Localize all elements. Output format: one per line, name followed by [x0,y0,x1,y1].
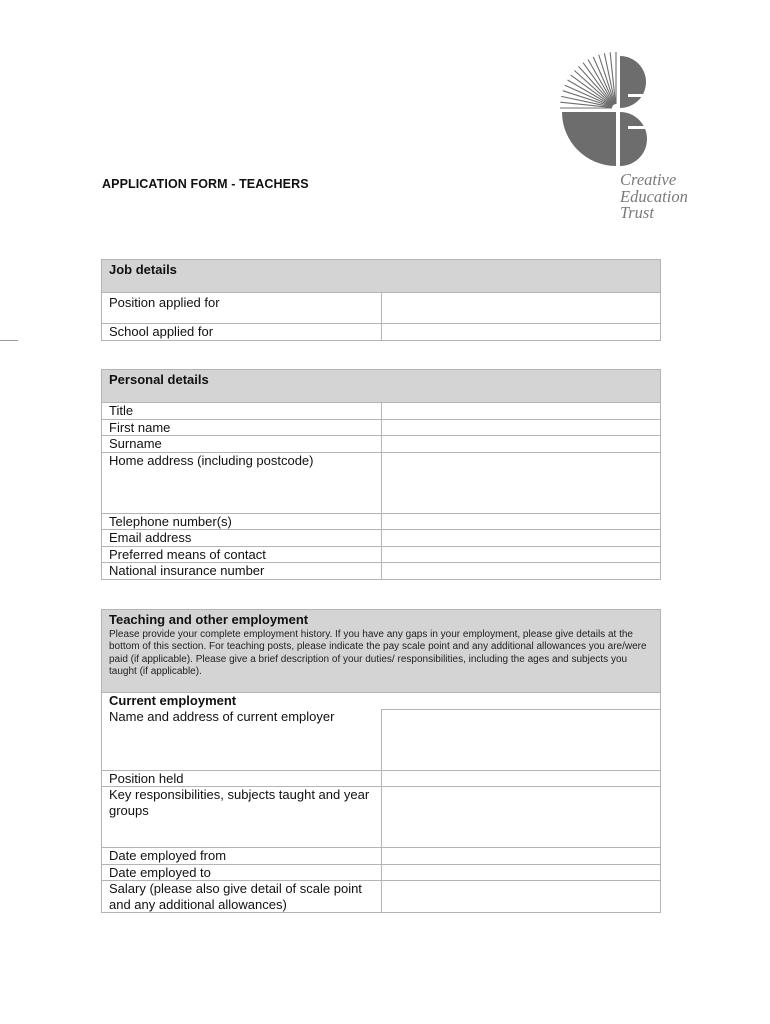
first-name-input[interactable] [381,419,661,436]
job-details-heading: Job details [102,260,661,293]
national-insurance-input[interactable] [381,563,661,580]
email-label: Email address [102,530,382,547]
home-address-input[interactable] [381,452,661,513]
first-name-label: First name [102,419,382,436]
logo-wordmark [620,172,688,222]
salary-input[interactable] [381,881,661,913]
margin-mark [0,340,18,341]
employment-instructions: Please provide your complete employment history. If you have any gaps in your employment, please give details at the bottom of this section. For teaching posts, please indicate the pay scale point and any additional allowances you are/were paid (if applicable). Please give a brief description of your duties/ responsibilities, including the ages and subjects you taught (if applicable). [109,628,647,677]
title-input[interactable] [381,403,661,420]
national-insurance-label: National insurance number [102,563,382,580]
date-employed-to-label: Date employed to [102,864,382,881]
preferred-contact-input[interactable] [381,546,661,563]
current-employment-heading: Current employment [102,693,661,710]
job-details-table [101,259,661,341]
key-responsibilities-label: Key responsibilities, subjects taught and year groups [102,787,382,848]
position-held-label: Position held [102,770,382,787]
salary-label: Salary (please also give detail of scale point and any additional allowances) [102,881,382,913]
creative-education-trust-logo-icon [558,52,658,166]
key-responsibilities-input[interactable] [381,787,661,848]
school-applied-input[interactable] [381,324,661,341]
employment-heading-cell [102,610,661,693]
employment-heading: Teaching and other employment [109,612,309,627]
position-held-input[interactable] [381,770,661,787]
telephone-label: Telephone number(s) [102,513,382,530]
position-applied-label: Position applied for [102,293,382,324]
title-label: Title [102,403,382,420]
date-employed-to-input[interactable] [381,864,661,881]
current-employer-label: Name and address of current employer [102,709,382,770]
position-applied-input[interactable] [381,293,661,324]
surname-input[interactable] [381,436,661,453]
personal-details-heading: Personal details [102,370,661,403]
school-applied-label: School applied for [102,324,382,341]
home-address-label: Home address (including postcode) [102,452,382,513]
logo-line-creative: Creative [620,170,677,189]
form-title: APPLICATION FORM - TEACHERS [102,177,309,191]
employment-table [101,609,661,913]
date-employed-from-input[interactable] [381,848,661,865]
date-employed-from-label: Date employed from [102,848,382,865]
email-input[interactable] [381,530,661,547]
current-employer-input[interactable] [381,709,661,770]
telephone-input[interactable] [381,513,661,530]
personal-details-table [101,369,661,580]
preferred-contact-label: Preferred means of contact [102,546,382,563]
logo-line-education: Education [620,186,688,206]
logo-line-trust: Trust [620,203,654,222]
surname-label: Surname [102,436,382,453]
